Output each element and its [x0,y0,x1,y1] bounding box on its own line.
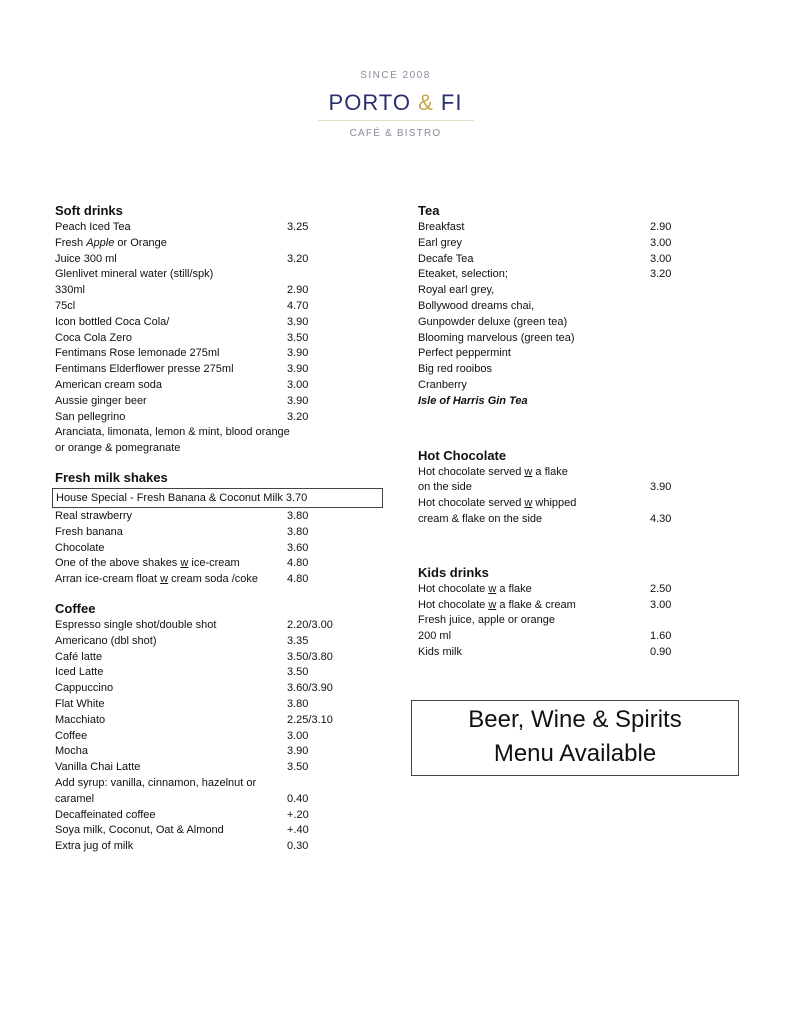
menu-item [418,645,718,661]
left-column [55,202,385,855]
menu-item-name-part: or Orange [114,236,167,249]
milk-shakes-list [55,509,385,588]
menu-item-name: 330ml [55,284,85,297]
menu-item-name-part: w [180,557,189,570]
menu-item [418,283,718,299]
menu-item-price: +.20 [287,808,309,821]
menu-item-price: 3.50 [287,761,309,774]
menu-item [418,252,718,268]
menu-item-name: Espresso single shot/double shot [55,618,217,631]
menu-item-name: Chocolate [55,541,105,554]
menu-item-name [418,394,528,410]
since-label: SINCE 2008 [360,70,431,81]
menu-item-name-part: Arran ice-cream float [55,573,161,586]
menu-item-name-part: cream soda /coke [168,573,258,586]
menu-item-name-part: Isle of Harris Gin Tea [418,394,528,407]
menu-item-price: 2.90 [650,221,672,233]
soft-drinks-list [55,220,385,457]
menu-item [418,299,718,315]
menu-item [55,556,385,572]
menu-item [55,267,385,283]
menu-item-price: 2.20/3.00 [287,618,333,631]
menu-item-name: Americano (dbl shot) [55,634,157,647]
kids-drinks-title: Kids drinks [418,564,489,580]
menu-item-price: 4.70 [287,299,309,312]
menu-item-name [55,556,240,572]
menu-item-price: 3.20 [287,410,309,423]
kids-drinks-list [418,582,718,661]
menu-item [55,252,385,268]
right-column [418,202,718,661]
menu-item [55,792,385,808]
menu-item [55,410,385,426]
menu-item-name: Café latte [55,650,103,663]
menu-item-name: Cappuccino [55,682,114,695]
menu-item [55,236,385,252]
notice-line-1: Beer, Wine & Spirits [468,706,682,733]
menu-item [418,480,718,496]
menu-item-name: Decaffeinated coffee [55,808,156,821]
menu-item-price: 0.90 [650,645,672,658]
menu-item-name: Coffee [55,729,88,742]
menu-item-price: 3.60/3.90 [287,682,333,695]
menu-item-name: cream & flake on the side [418,512,543,525]
menu-item-name: Perfect peppermint [418,347,511,360]
menu-item-price: 3.00 [287,729,309,742]
menu-item-name: Cranberry [418,378,467,391]
menu-item [55,378,385,394]
menu-item [418,267,718,283]
menu-item-price: 0.40 [287,792,309,805]
menu-item-name: Mocha [55,745,89,758]
menu-item [418,465,718,481]
menu-item [418,613,718,629]
menu-item-name: Eteaket, selection; [418,268,508,281]
menu-item [55,220,385,236]
menu-item-name: Coca Cola Zero [55,331,133,344]
menu-item-name: Juice 300 ml [55,252,117,265]
menu-item-name-part: Hot chocolate [418,598,489,611]
menu-item [55,665,385,681]
menu-item-name-part: Apple [86,236,115,249]
menu-item-name: Decafe Tea [418,252,474,265]
menu-item-name: caramel [55,792,95,805]
menu-item-price: 3.00 [650,236,672,249]
menu-item-price: 3.90 [287,363,309,376]
menu-item [55,331,385,347]
menu-item-name-part: One of the above shakes [55,557,181,570]
menu-item-name-part: w [524,465,533,478]
hot-chocolate-title: Hot Chocolate [418,447,507,463]
menu-item-name [418,465,568,481]
menu-item [418,346,718,362]
menu-item [55,839,385,855]
menu-item [55,697,385,713]
menu-item-price: 2.50 [650,582,672,595]
menu-item [55,681,385,697]
menu-item-name-part: w [488,582,497,595]
menu-item [55,283,385,299]
menu-item [55,650,385,666]
menu-item-name: Royal earl grey, [418,284,495,297]
menu-item-name: Extra jug of milk [55,840,134,853]
menu-item-name: Macchiato [55,713,106,726]
menu-item-name [418,598,576,614]
menu-item-name: 200 ml [418,630,452,643]
menu-item-price: 3.80 [287,509,309,522]
menu-item-price: 3.35 [287,634,309,647]
menu-item-name: or orange & pomegranate [55,442,181,455]
menu-item-price: 2.90 [287,284,309,297]
menu-item [418,331,718,347]
menu-item-name: Breakfast [418,221,465,233]
menu-item-price: 3.00 [287,378,309,391]
menu-item [55,394,385,410]
menu-item [55,346,385,362]
brand-name-right: FI [440,90,463,115]
menu-item [55,713,385,729]
menu-item-price: 3.80 [287,697,309,710]
menu-item [55,808,385,824]
hot-chocolate-list [418,465,718,528]
brand-logo [0,90,791,116]
menu-item-name: Icon bottled Coca Cola/ [55,315,170,328]
menu-item-price: 3.00 [650,252,672,265]
menu-item-name: Fresh juice, apple or orange [418,614,555,627]
menu-item [55,541,385,557]
menu-item-price: 3.50 [287,331,309,344]
menu-item-price: 3.90 [287,315,309,328]
menu-item [55,744,385,760]
logo-divider [318,120,474,121]
menu-item-price: 2.25/3.10 [287,713,333,726]
menu-item-price: 0.30 [287,840,309,853]
beer-wine-spirits-notice [411,700,739,776]
menu-item [418,315,718,331]
menu-item-price: 3.25 [287,221,309,233]
menu-item-price: 3.60 [287,541,309,554]
milk-shakes-title: Fresh milk shakes [55,469,168,485]
menu-item-name: Gunpowder deluxe (green tea) [418,315,568,328]
menu-item-name: San pellegrino [55,410,126,423]
menu-item-price: 4.80 [287,557,309,570]
menu-item-price: 3.90 [650,481,672,494]
menu-item [55,525,385,541]
menu-item [55,441,385,457]
menu-item [55,425,385,441]
menu-item [55,729,385,745]
menu-item-name-part: w [160,573,169,586]
menu-item-name: Add syrup: vanilla, cinnamon, hazelnut or [55,776,257,789]
menu-item-price: 3.20 [287,252,309,265]
menu-item-name-part: a flake & cream [496,598,576,611]
brand-ampersand: & [418,90,434,115]
menu-item [55,362,385,378]
menu-item-name-part: ice-cream [188,557,240,570]
menu-item [55,299,385,315]
menu-item-price: 3.90 [287,347,309,360]
menu-item-name: Vanilla Chai Latte [55,761,141,774]
menu-item-price: +.40 [287,824,309,837]
menu-item-name-part: Hot chocolate served [418,465,525,478]
tea-title: Tea [418,203,440,218]
menu-item-name: Soya milk, Coconut, Oat & Almond [55,824,224,837]
menu-item [55,776,385,792]
menu-item [55,823,385,839]
menu-item-name: Kids milk [418,645,463,658]
menu-item-price: 3.20 [650,268,672,281]
menu-item [55,509,385,525]
menu-item-name [418,496,576,512]
menu-item [418,220,718,236]
menu-item-name: American cream soda [55,378,162,391]
menu-item-name-part: w [524,497,533,510]
menu-item-name: Blooming marvelous (green tea) [418,331,575,344]
coffee-title: Coffee [55,600,96,616]
menu-item [55,315,385,331]
menu-item-name: Big red rooibos [418,363,492,376]
menu-item-name: Peach Iced Tea [55,221,131,233]
menu-item-name: Real strawberry [55,509,133,522]
menu-item-name: Earl grey [418,236,463,249]
menu-item-name: Flat White [55,697,105,710]
menu-item-price: 3.80 [287,525,309,538]
menu-item-name-part: a flake [496,582,532,595]
menu-item-name [55,236,167,252]
tea-list [418,220,718,410]
menu-item [418,362,718,378]
menu-item-name-part: whipped [532,497,577,510]
menu-item [418,629,718,645]
menu-item [418,378,718,394]
notice-line-2: Menu Available [493,740,657,767]
menu-item-price: 3.90 [287,745,309,758]
menu-item [418,582,718,598]
menu-item-name [418,582,532,598]
menu-item [418,236,718,252]
menu-item-name: Iced Latte [55,666,104,679]
menu-item [418,394,718,410]
menu-item [418,598,718,614]
menu-item [55,572,385,588]
coffee-list [55,618,385,855]
menu-item [418,496,718,512]
brand-name-left: PORTO [328,90,411,115]
menu-item [55,760,385,776]
menu-item-name: Glenlivet mineral water (still/spk) [55,268,214,281]
menu-item-name: Fresh banana [55,525,123,538]
menu-item-name: Bollywood dreams chai, [418,299,535,312]
menu-item-price: 3.50 [287,666,309,679]
menu-item-name [55,572,258,588]
menu-item-name-part: Fresh [55,236,87,249]
house-special: House Special - Fresh Banana & Coconut Milk 3.70 [52,488,383,508]
menu-item-name-part: Hot chocolate served [418,497,525,510]
menu-item-name-part: Hot chocolate [418,582,489,595]
menu-item [55,618,385,634]
menu-item-price: 3.90 [287,394,309,407]
menu-item-name: Aranciata, limonata, lemon & mint, blood orange [55,426,290,439]
tagline: CAFÉ & BISTRO [349,128,442,139]
menu-item-name: 75cl [55,299,76,312]
menu-item-name-part: a flake [532,465,568,478]
menu-item-price: 4.80 [287,573,309,586]
menu-item-name: Aussie ginger beer [55,394,147,407]
menu-item-price: 1.60 [650,630,672,643]
menu-item [55,634,385,650]
menu-item-name: on the side [418,481,472,494]
soft-drinks-title: Soft drinks [55,203,123,218]
menu-item-name: Fentimans Rose lemonade 275ml [55,347,220,360]
menu-item-name: Fentimans Elderflower presse 275ml [55,363,234,376]
menu-item-price: 3.00 [650,598,672,611]
menu-item-name-part: w [488,598,497,611]
menu-item-price: 4.30 [650,512,672,525]
menu-item-price: 3.50/3.80 [287,650,333,663]
menu-item [418,512,718,528]
